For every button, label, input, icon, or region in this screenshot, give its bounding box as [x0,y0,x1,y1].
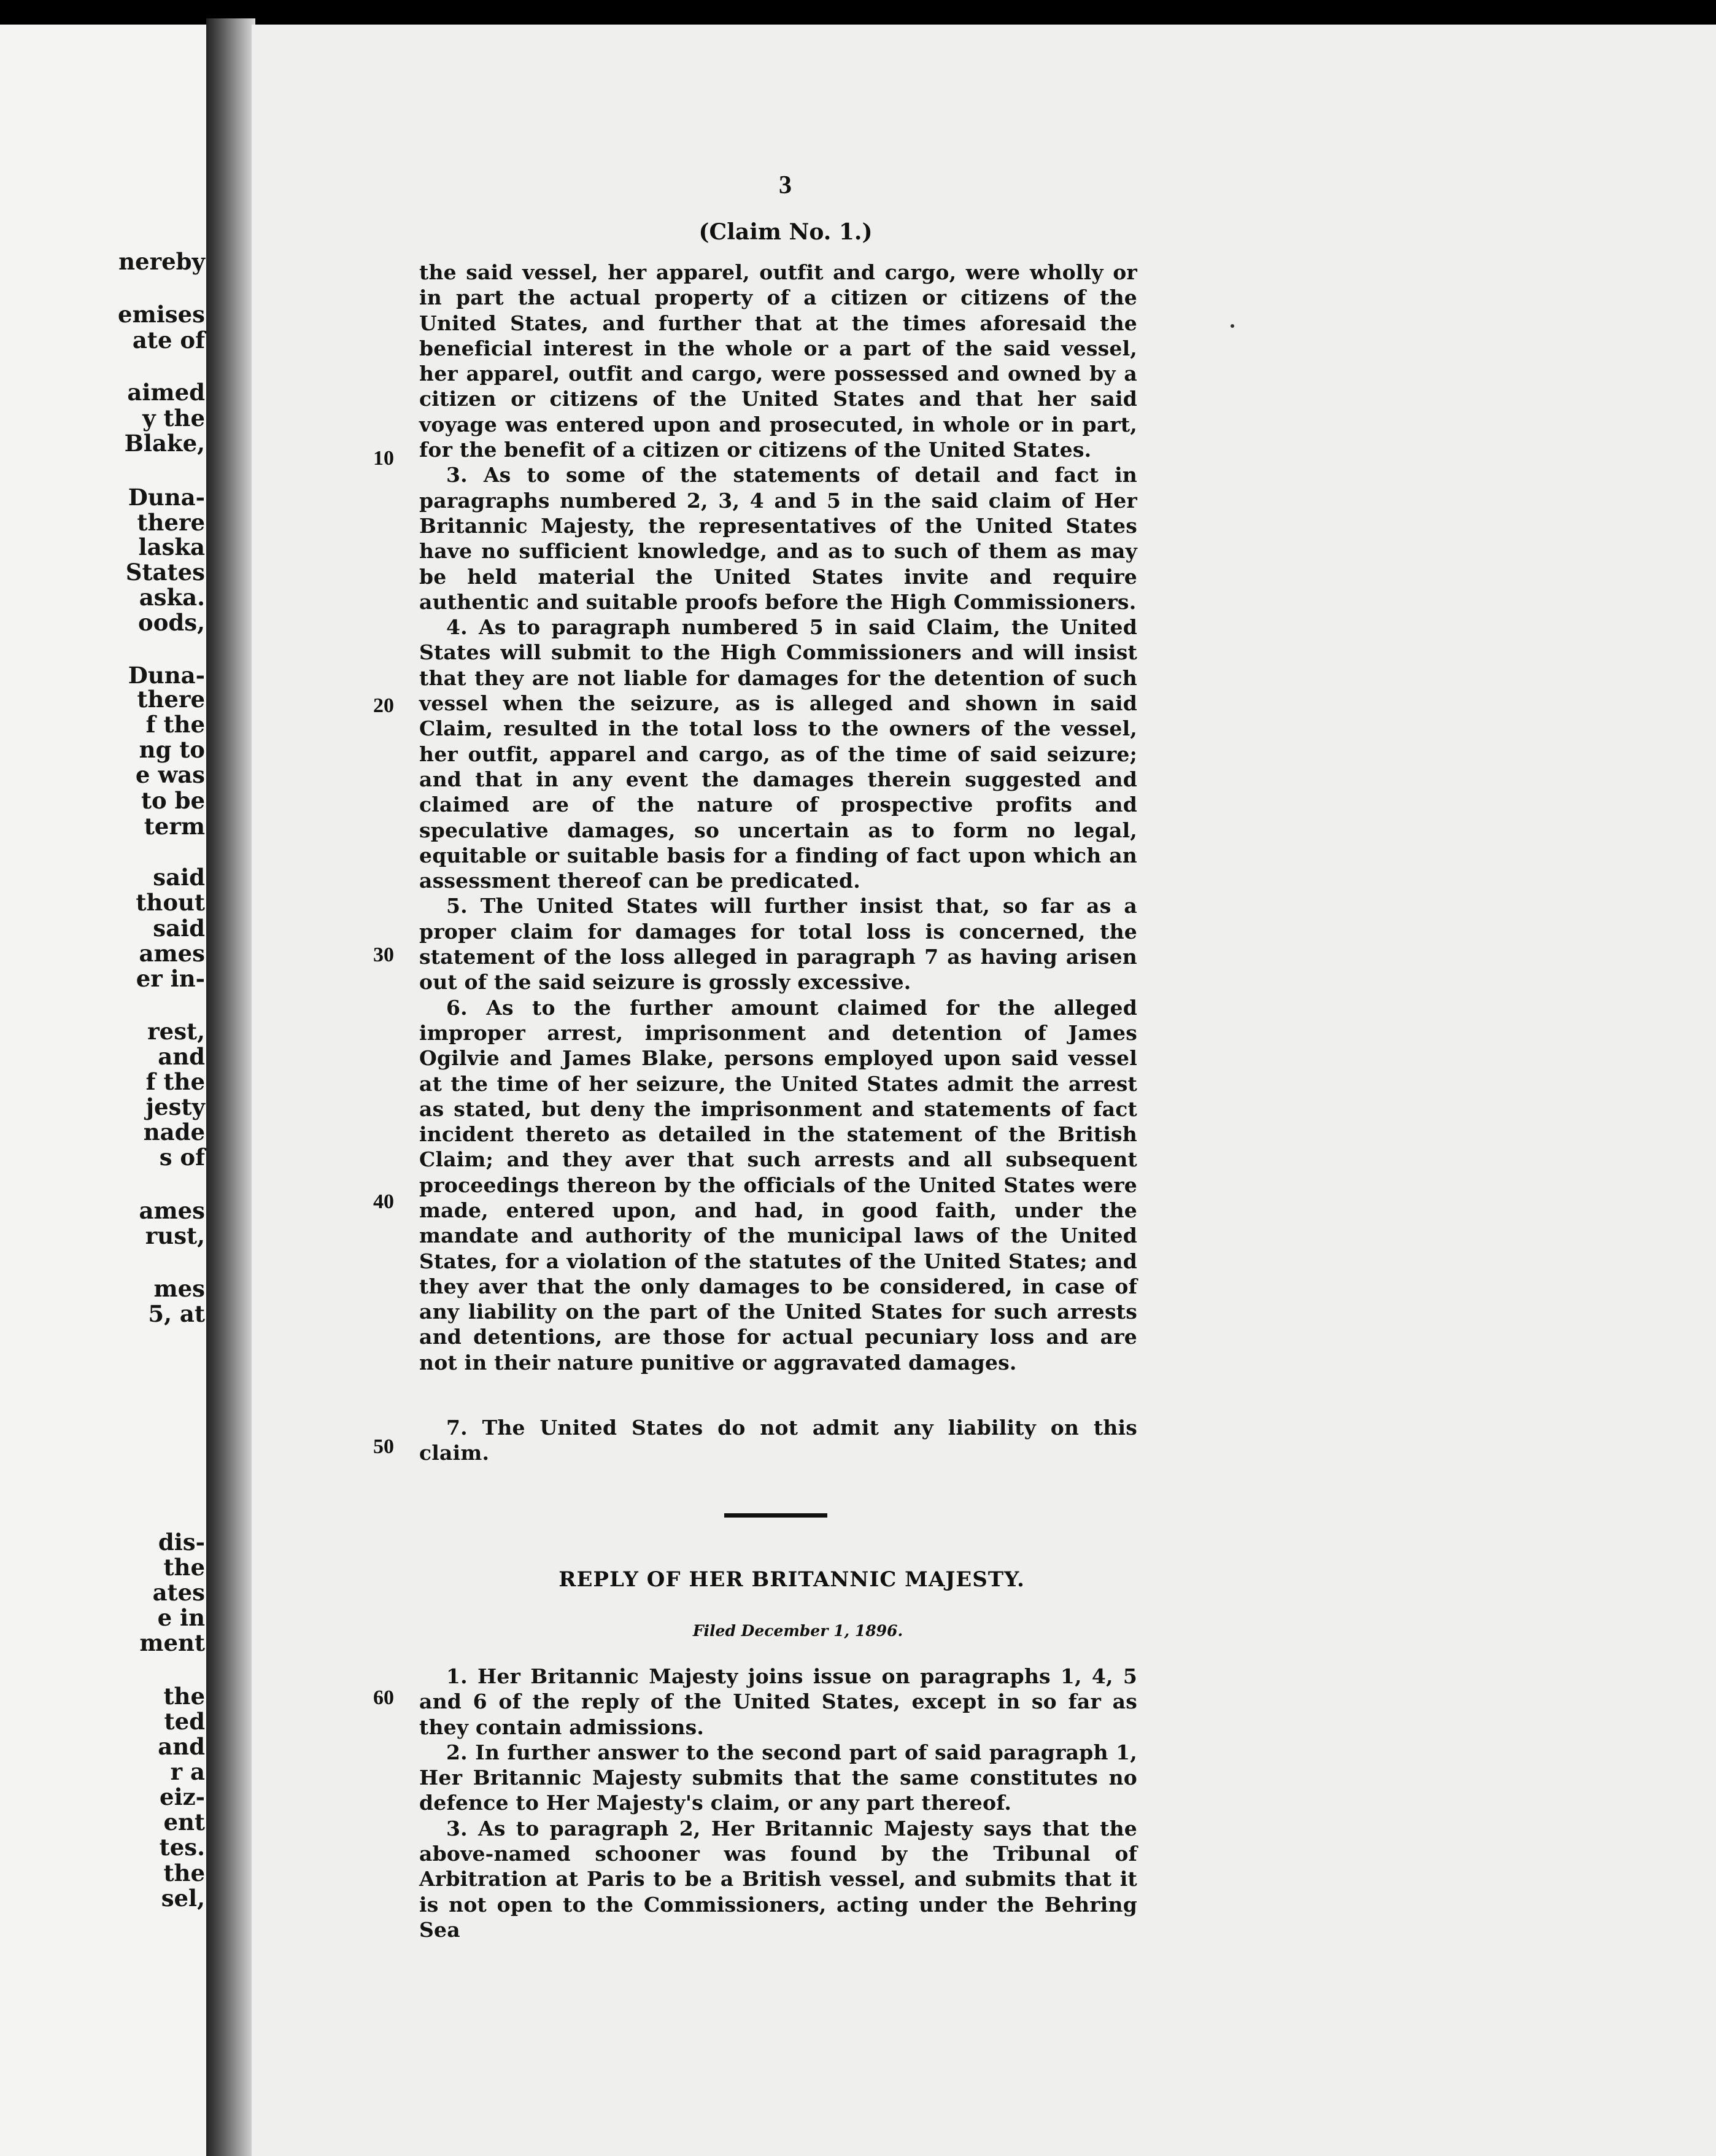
paragraph: 3. As to some of the statements of detail and fact in paragraphs numbered 2, 3, 4 and 5 in the said claim of Her Britannic Majesty, the representatives of the United States have no sufficient knowledge, and as to such of them as may be held material the United States invite and require authentic and suitable proofs before the High Commissioners. [419,463,1137,614]
left-page-line-fragment: r a [170,1758,205,1785]
left-page-line-fragment: rest, [147,1018,205,1045]
left-page-line-fragment: aska. [139,584,205,611]
section-divider [724,1513,827,1518]
paragraph: 2. In further answer to the second part of said paragraph 1, Her Britannic Majesty submits that the same constitutes no defence to Her Majesty's claim, or any part thereof. [419,1740,1137,1815]
scan-speck [1231,324,1234,328]
left-page-line-fragment: ames [139,1197,205,1224]
left-page-line-fragment: ment [139,1629,205,1656]
reply-of-united-states-text [419,260,1137,1375]
page-number: 3 [779,171,792,200]
left-page-line-fragment: ames [139,940,205,967]
left-page-line-fragment: there [137,509,205,536]
left-page-line-fragment: er in- [136,965,205,992]
left-page-line-fragment: tes. [159,1834,205,1861]
paragraph: the said vessel, her apparel, outfit and cargo, were wholly or in part the actual property of a citizen or citizens of the United States, and further that at the times aforesaid the beneficial interest in the whole or a part of the said vessel, her apparel, outfit and cargo, were possessed and owned by a citizen or citizens of the United States and that her said voyage was entered upon and prosecuted, in whole or in part, for the benefit of a citizen or citizens of the United States. [419,260,1137,462]
left-page-line-fragment: to be [141,787,205,814]
left-page-line-fragment: the [163,1859,205,1886]
line-number: 20 [373,694,394,717]
paragraph: 1. Her Britannic Majesty joins issue on paragraphs 1, 4, 5 and 6 of the reply of the United States, except in so far as they contain admissions. [419,1664,1137,1739]
left-page-line-fragment: ate of [132,327,205,354]
left-page-line-fragment: nereby [118,248,205,275]
filed-date-line: Filed December 1, 1896. [692,1622,903,1640]
left-page-line-fragment: term [144,813,205,840]
left-page-line-fragment: sel, [161,1885,205,1912]
left-page-line-fragment: and [158,1043,205,1070]
left-page-line-fragment: ent [163,1809,205,1836]
left-page-line-fragment: e in [157,1604,205,1631]
left-page-line-fragment: rust, [145,1222,205,1249]
left-page-line-fragment: thout [136,889,205,916]
left-page-line-fragment: there [137,686,205,713]
line-number: 10 [373,447,394,470]
paragraph: 4. As to paragraph numbered 5 in said Claim, the United States will submit to the High Commissioners and will insist that they are not liable for damages for the detention of such vessel when the seizure, as is alleged and shown in said Claim, resulted in the total loss to the owners of the vessel, her outfit, apparel and cargo, as of the time of said seizure; and that in any event the damages therein suggested and claimed are of the nature of prospective profits and speculative damages, so uncertain as to form no legal, equitable or suitable basis for a finding of fact upon which an assessment thereof can be predicated. [419,615,1137,893]
left-page-line-fragment: the [163,1554,205,1581]
left-page-line-fragment: said [153,915,205,942]
left-page-line-fragment: ates [152,1579,205,1606]
left-page-line-fragment: emises [118,301,205,328]
left-page-line-fragment: dis- [158,1529,205,1556]
paragraph: 7. The United States do not admit any liability on this claim. [419,1416,1137,1465]
left-page-line-fragment: eiz- [160,1783,205,1810]
left-page-line-fragment: f the [145,1068,205,1095]
line-number: 40 [373,1190,394,1213]
paragraph: 5. The United States will further insist that, so far as a proper claim for damages for total loss is concerned, the statement of the loss alleged in paragraph 7 as having arisen out of the said seizure is grossly excessive. [419,894,1137,995]
left-page-line-fragment: Blake, [124,430,205,457]
left-page-line-fragment: 5, at [148,1300,205,1327]
left-page-line-fragment: Duna- [128,662,205,689]
left-page-line-fragment: e was [135,761,205,788]
line-number: 60 [373,1686,394,1709]
book-gutter [206,18,255,2156]
previous-page-fragment [0,25,209,2156]
left-page-line-fragment: and [158,1733,205,1760]
left-page-line-fragment: f the [145,711,205,738]
left-page-line-fragment: s of [159,1144,205,1171]
left-page-line-fragment: States [125,559,205,586]
left-page-line-fragment: oods, [138,609,205,636]
left-page-line-fragment: laska [138,533,205,560]
line-number: 50 [373,1435,394,1458]
left-page-line-fragment: ng to [139,736,205,763]
left-page-line-fragment: y the [142,405,205,432]
left-page-line-fragment: the [163,1683,205,1710]
left-page-line-fragment: Duna- [128,484,205,511]
claim-heading: (Claim No. 1.) [698,219,873,245]
paragraph: 6. As to the further amount claimed for the alleged improper arrest, imprisonment and detention of James Ogilvie and James Blake, persons employed upon said vessel at the time of her seizure, the United States admit the arrest as stated, but deny the imprisonment and statements of fact incident thereto as detailed in the statement of the British Claim; and they aver that such arrests and all subsequent proceedings thereon by the officials of the United States were made, entered upon, and had, in good faith, under the mandate and authority of the municipal laws of the United States, for a violation of the statutes of the United States; and they aver that the only damages to be considered, in case of any liability on the part of the United States for such arrests and detentions, are those for actual pecuniary loss and are not in their nature punitive or aggravated damages. [419,995,1137,1375]
line-number: 30 [373,944,394,966]
left-page-line-fragment: nade [143,1119,205,1146]
left-page-line-fragment: said [153,864,205,891]
paragraph-7 [419,1415,1137,1466]
left-page-line-fragment: aimed [127,379,205,406]
left-page-line-fragment: mes [153,1275,205,1302]
left-page-line-fragment: ted [164,1708,205,1735]
left-page-line-fragment: jesty [145,1093,205,1120]
reply-heading: REPLY OF HER BRITANNIC MAJESTY. [558,1567,1025,1592]
reply-of-her-britannic-majesty-text [419,1664,1137,1942]
paragraph: 3. As to paragraph 2, Her Britannic Majesty says that the above-named schooner was found by the Tribunal of Arbitration at Paris to be a British vessel, and submits that it is not open to the Commissioners, acting under the Behring Sea [419,1816,1137,1942]
